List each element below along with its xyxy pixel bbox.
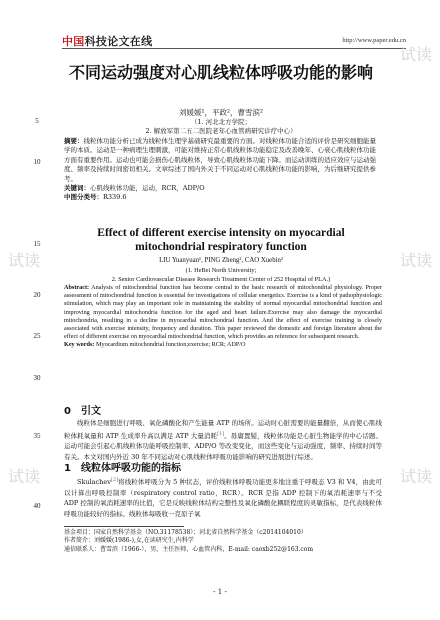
line-number-15: 15 bbox=[33, 240, 41, 248]
footnote-funding: 基金项目：国家自然科学基金（NO.31178538）；河北省自然科学基金（c2014104010） bbox=[64, 529, 307, 536]
header-rule bbox=[62, 48, 406, 49]
authors-en: LIU Yuanyuan¹, PING Zheng², CAO Xuebin² bbox=[159, 257, 283, 264]
abstract-cn-text: 线粒体功能分析已成为线粒体生理学基础研究最重要的方面。对线粒体功能合适的评价是研究细胞能量学的本质。运动是一种病理生理刺激，可能对维持正常心肌线粒体功能稳定及改善晚年、心衰心肌线粒体功能方面有重要作用。运动也可能会损伤心肌线粒体，导致心肌线粒体功能下降。而运动训练的适应效应与运动强度、频率及持续时间密切相关。文章综述了国内外关于不同运动对心肌线粒体功能的影响，为后继研究提供参考。 bbox=[64, 137, 376, 183]
line-number-35: 35 bbox=[33, 432, 41, 440]
section-1-paragraph bbox=[64, 475, 382, 519]
affiliation-cn-2: 2. 解放军第二五二医院老年心血管病研究诊疗中心） bbox=[145, 127, 297, 135]
footnote-rule bbox=[64, 526, 184, 527]
affiliations-cn bbox=[66, 118, 376, 136]
abstract-cn-body bbox=[64, 137, 382, 184]
line-number-25: 25 bbox=[33, 332, 41, 340]
abstract-cn-label: 摘要： bbox=[64, 137, 84, 145]
keywords-cn-text: 心肌线粒体功能，运动，RCR，ADP/O bbox=[90, 184, 205, 193]
watermark-right-2: 试读 bbox=[400, 251, 433, 270]
section-0-paragraph bbox=[64, 418, 382, 462]
section-heading-0: 0 引文 bbox=[64, 406, 101, 417]
logo-prefix: 中国 bbox=[62, 35, 85, 48]
section-1-text-b: 将线粒体呼吸分为 5 种状态，评价线粒体呼吸功能更多地注重于呼吸态 V3 和 V4，由此可以计算出呼吸控制率（respiratory control ratio，RCR）。RCR 是指 ADP 控制下的氧消耗速率与不受 ADP 控制的氧消耗速率的比值，它是反映线粒体结构完整性及氧化磷酸化耦联程度的灵敏指标，是代表线粒体呼吸功能较好的指标。线粒体每吸收一克原子氧 bbox=[64, 478, 382, 518]
authors-cn: 刘媛媛¹，平政²，曹雪滨² bbox=[178, 108, 264, 117]
abstract-en-label: Abstract: bbox=[64, 284, 90, 291]
footnote-author-bio: 作者简介：刘媛媛(1986-),女,在读研究生,内科学 bbox=[64, 537, 194, 545]
section-1-citation[interactable]: [2] bbox=[110, 477, 118, 483]
clc-cn bbox=[64, 193, 382, 202]
clc-cn-label: 中图分类号： bbox=[64, 193, 103, 202]
watermark-left: 试读 bbox=[8, 251, 41, 270]
site-logo bbox=[62, 33, 152, 49]
section-0-text-b: 。毋庸置疑，线粒体功能是心脏生物能学的中心话题。运动可能会引起心肌线粒体功能呼吸控制率、ADP/O 等改变变化，而这些变化与运动强度、频率、持续时间等有关。本文对国内外近 30 年不同运动对心肌线粒体呼吸功能影响的研究进展进行综述。 bbox=[64, 431, 382, 461]
abstract-en-text: Analysis of mitochondrial function has become central to the basic research of mitochondrial physiology. Proper assessment of mitochondrial function is essential for investigations of cellular energetics. Exercise is a kind of pathophysiologic stimulation, which may play an important role in maintaining the stability of normal myocardial mitochondrial function and improving myocardial mitochondria function for the aged and heart failure.Exercise may also damage the myocardial mitochondria, resulting in a decline in myocardial mitochondrial function. And the effect of exercise training is closely associated with exercise intensity, frequency and duration. This paper reviewed the domestic and foreign literature about the effect of different exercise on myocardial mitochondrial function, which provides an reference for subsequent research. bbox=[64, 284, 382, 341]
paper-title-cn: 不同运动强度对心肌线粒体呼吸功能的影响 bbox=[68, 63, 373, 82]
watermark-right-1: 试读 bbox=[400, 45, 433, 64]
section-0-citation[interactable]: [1] bbox=[217, 430, 225, 437]
site-url[interactable]: http://www.paper.edu.cn bbox=[342, 37, 406, 44]
affiliation-cn-1: （1. 河北北方学院； bbox=[190, 118, 252, 126]
line-number-10: 10 bbox=[33, 158, 41, 166]
keywords-cn-label: 关键词： bbox=[64, 184, 90, 193]
footnotes bbox=[64, 529, 382, 554]
logo-main: 科技论文在线 bbox=[84, 35, 153, 48]
watermark-right-3: 试读 bbox=[400, 467, 433, 486]
footnote-correspondence: 通信联系人：曹雪滨（1966-），男，主任医师，心血管内科，E-mail: caoxb252@163.com bbox=[64, 545, 314, 553]
section-1-text-a: Skulachev bbox=[77, 478, 111, 487]
line-number-30: 30 bbox=[33, 374, 41, 382]
abstract-cn bbox=[64, 137, 382, 203]
line-number-20: 20 bbox=[33, 291, 41, 299]
paper-title-en: Effect of different exercise intensity on myocardial mitochondrial respiratory function bbox=[97, 227, 345, 253]
line-number-5: 5 bbox=[35, 117, 39, 125]
section-heading-1: 1 线粒体呼吸功能的指标 bbox=[64, 463, 181, 474]
abstract-en-body bbox=[64, 284, 382, 341]
keywords-en-label: Key words: bbox=[64, 341, 95, 349]
clc-cn-text: R339.6 bbox=[103, 193, 127, 202]
affiliation-en-1: (1. HeBei North University; bbox=[185, 267, 257, 274]
section-0-text-a: 线粒体是细胞进行呼吸、氧化磷酸化和产生能量 ATP 的场所。运动时心脏需要的能量翻倍，从而使心肌线粒体耗氧量和 ATP 生成率升高以满足 ATP 大量消耗 bbox=[64, 419, 382, 440]
abstract-en bbox=[64, 284, 382, 350]
keywords-en bbox=[64, 341, 382, 349]
watermark-left-2: 试读 bbox=[8, 467, 41, 486]
page-number: - 1 - bbox=[213, 588, 227, 596]
keywords-en-text: Myocardium mitochondrial function;exercise; RCR; ADP/O bbox=[95, 341, 246, 349]
affiliation-en-2: 2. Senior Cardiovascular Disease Research Treatment Center of 252 Hospital of PLA.) bbox=[111, 276, 331, 283]
line-number-40: 40 bbox=[33, 502, 41, 510]
affiliations-en bbox=[66, 266, 376, 284]
